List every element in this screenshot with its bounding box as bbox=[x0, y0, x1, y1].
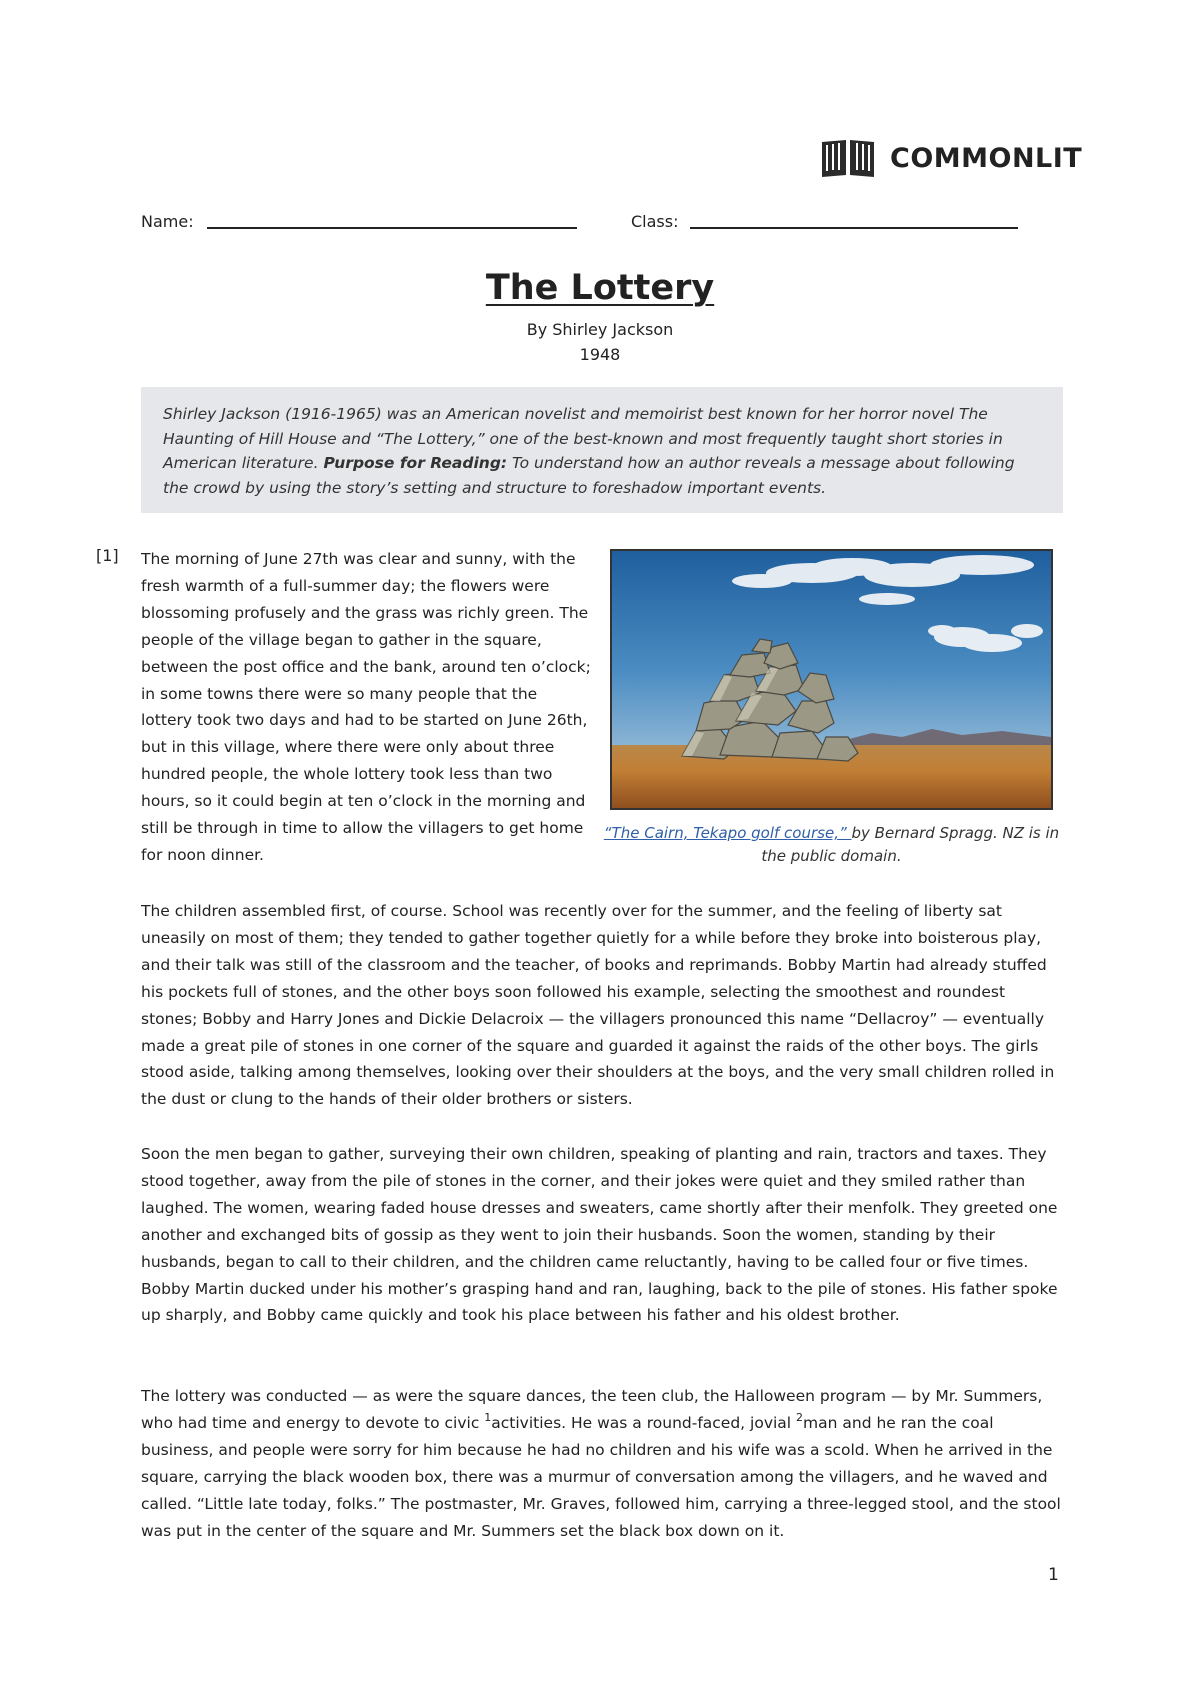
page-number: 1 bbox=[1048, 1565, 1059, 1585]
caption-link[interactable]: “The Cairn, Tekapo golf course,” bbox=[603, 824, 852, 842]
image-caption bbox=[600, 822, 1063, 868]
paragraph-4-text-3: man and he ran the coal business, and people were sorry for him because he had no children and his wife was a scold. When he arrived in the square, carrying the black wooden box, there was a murmur of conversation among the villagers, and he waved and called. “Little late today, folks.” The postmaster, Mr. Graves, followed him, carrying a three-legged stool, and the stool was put in the center of the square and Mr. Summers set the black box down on it. bbox=[141, 1413, 1061, 1540]
story-title: The Lottery bbox=[485, 268, 715, 308]
caption-text: by Bernard Spragg. NZ is in the public domain. bbox=[761, 824, 1060, 865]
footnote-1-marker[interactable]: 1 bbox=[484, 1410, 492, 1424]
paragraph-4-text-2: activities. He was a round-faced, jovial bbox=[491, 1413, 797, 1432]
purpose-text: To understand how an author reveals a message about following the crowd by using the story’s setting and structure to foreshadow important events. bbox=[163, 454, 1015, 497]
paragraph-number: [1] bbox=[96, 546, 119, 565]
paragraph-3: Soon the men began to gather, surveying their own children, speaking of planting and rain, tractors and taxes. They stood together, away from the pile of stones in the corner, and their jokes were quiet and they smiled rather than laughed. The women, wearing faded house dresses and sweaters, came shortly after their menfolk. They greeted one another and exchanged bits of gossip as they went to join their husbands. Soon the women, standing by their husbands, began to call to their children, and the children came reluctantly, having to be called four or five times. Bobby Martin ducked under his mother’s grasping hand and ran, laughing, back to the pile of stones. His father spoke up sharply, and Bobby came quickly and took his place between his father and his oldest brother. bbox=[141, 1145, 1058, 1325]
open-book-icon bbox=[820, 137, 876, 179]
cairn-photo bbox=[610, 549, 1053, 810]
paragraph-4-text-1: The lottery was conducted — as were the square dances, the teen club, the Halloween program — by Mr. Summers, who had time and energy to devote to civic bbox=[141, 1387, 1043, 1432]
paragraph-1: The morning of June 27th was clear and sunny, with the fresh warmth of a full-summer day; the flowers were blossoming profusely and the grass was richly green. The people of the village began to gather in the square, between the post office and the bank, around ten o’clock; in some towns there were so many people that the lottery took two days and had to be started on June 26th, but in this village, where there were only about three hundred people, the whole lottery took less than two hours, so it could begin at ten o’clock in the morning and still be through in time to allow the villagers to get home for noon dinner. bbox=[141, 550, 591, 864]
footnote-2-marker[interactable]: 2 bbox=[796, 1410, 804, 1424]
name-label: Name: bbox=[141, 212, 194, 231]
author-byline: By Shirley Jackson bbox=[526, 320, 674, 339]
introduction-box bbox=[141, 387, 1063, 513]
commonlit-logo bbox=[820, 137, 1083, 179]
intro-text: Shirley Jackson (1916-1965) was an American novelist and memoirist best known for her horror novel The Haunting of Hill House and “The Lottery,” one of the best-known and most frequently taught short stories in American literature. bbox=[163, 405, 1003, 472]
class-field[interactable] bbox=[690, 227, 1018, 229]
publication-year: 1948 bbox=[579, 345, 621, 364]
logo-text: COMMONLIT bbox=[890, 142, 1083, 174]
paragraph-2: The children assembled first, of course. School was recently over for the summer, and the feeling of liberty sat uneasily on most of them; they tended to gather together quietly for a while before they broke into boisterous play, and their talk was still of the classroom and the teacher, of books and reprimands. Bobby Martin had already stuffed his pockets full of stones, and the other boys soon followed his example, selecting the smoothest and roundest stones; Bobby and Harry Jones and Dickie Delacroix — the villagers pronounced this name “Dellacroy” — eventually made a great pile of stones in one corner of the square and guarded it against the raids of the other boys. The girls stood aside, talking among themselves, looking over their shoulders at the boys, and the very small children rolled in the dust or clung to the hands of their older brothers or sisters. bbox=[141, 902, 1055, 1109]
purpose-label: Purpose for Reading: bbox=[323, 454, 508, 472]
paragraph-4 bbox=[141, 1383, 1063, 1544]
name-field[interactable] bbox=[207, 227, 577, 229]
class-label: Class: bbox=[631, 212, 679, 231]
